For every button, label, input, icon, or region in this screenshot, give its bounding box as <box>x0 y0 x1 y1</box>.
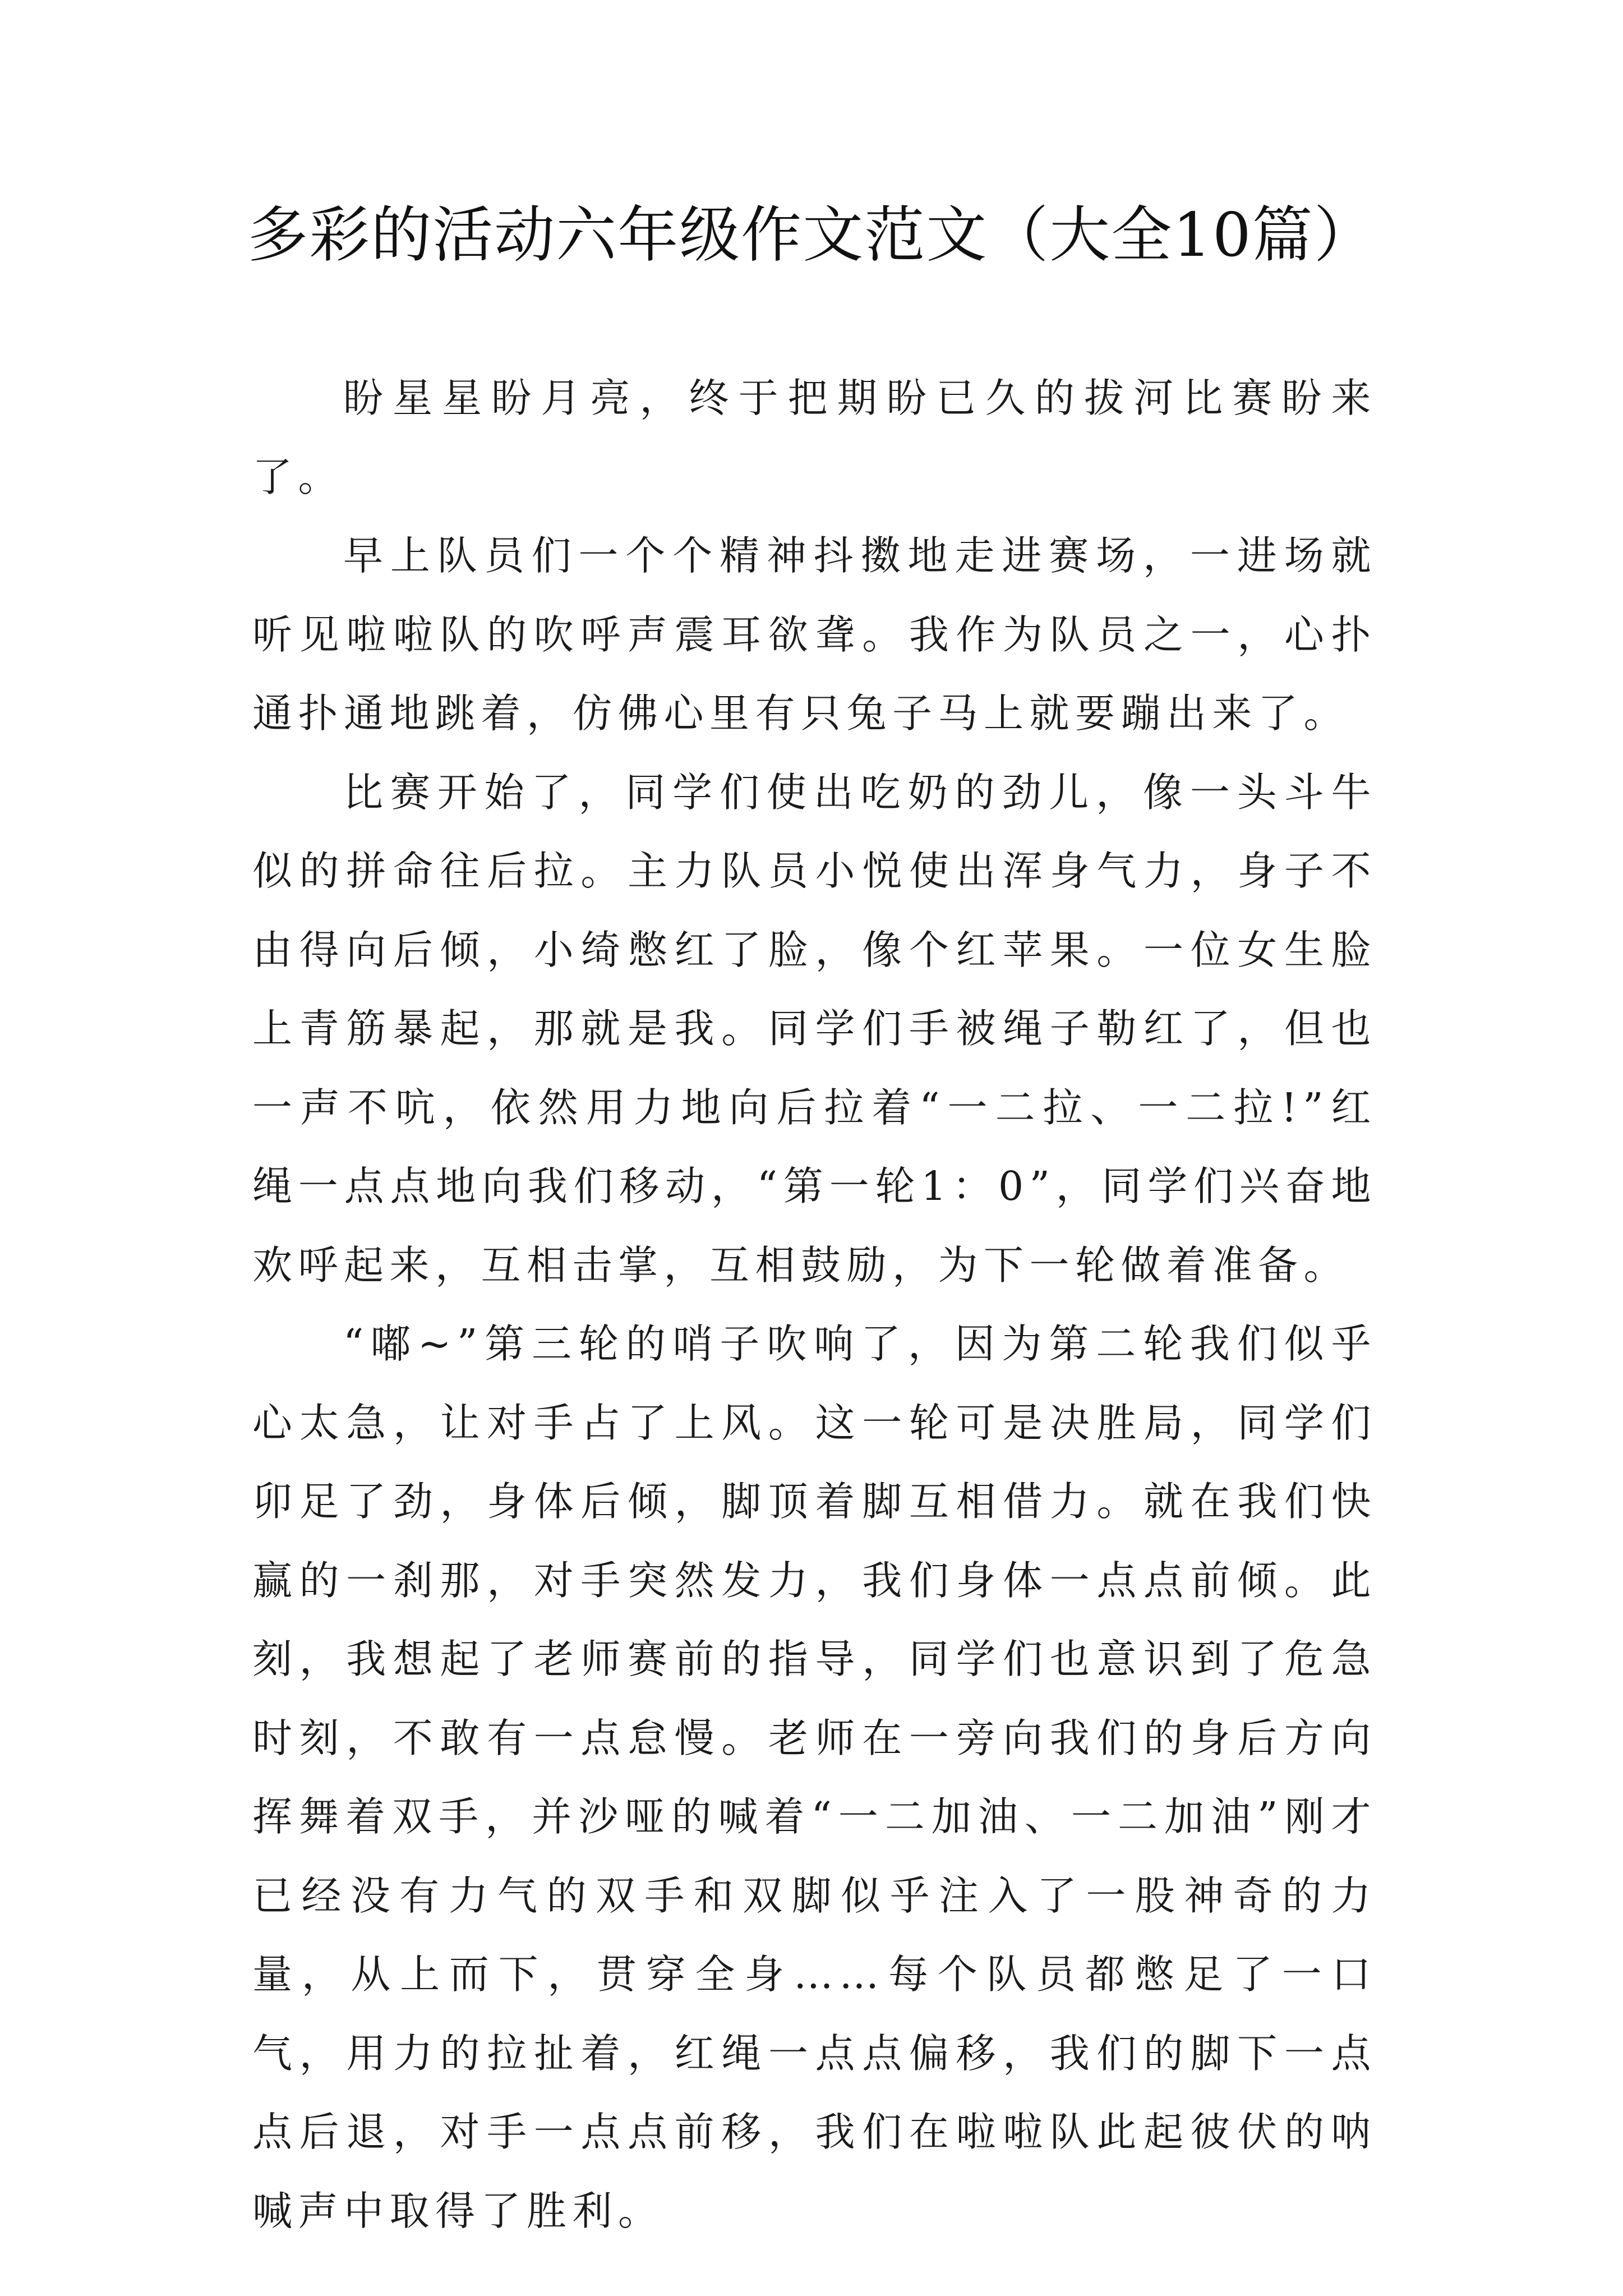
paragraph: “嘟~”第三轮的哨子吹响了，因为第二轮我们似乎心太急，让对手占了上风。这一轮可是决胜局，同学们卯足了劲，身体后倾，脚顶着脚互相借力。就在我们快赢的一刹那，对手突然发力，我们身体一点点前倾。此刻，我想起了老师赛前的指导，同学们也意识到了危急时刻，不敢有一点怠慢。老师在一旁向我们的身后方向挥舞着双手，并沙哑的喊着“一二加油、一二加油”刚才已经没有力气的双手和双脚似乎注入了一股神奇的力量，从上而下，贯穿全身……每个队员都憋足了一口气，用力的拉扯着，红绳一点点偏移，我们的脚下一点点后退，对手一点点前移，我们在啦啦队此起彼伏的呐喊声中取得了胜利。 <box>252 1320 1377 2234</box>
paragraph: 盼星星盼月亮，终于把期盼已久的拔河比赛盼来了。 <box>252 375 1377 500</box>
paragraph: 比赛开始了，同学们使出吃奶的劲儿，像一头斗牛似的拼命往后拉。主力队员小悦使出浑身气力，身子不由得向后倾，小绮憋红了脸，像个红苹果。一位女生脸上青筋暴起，那就是我。同学们手被绳子勒红了，但也一声不吭，依然用力地向后拉着“一二拉、一二拉!”红绳一点点地向我们移动，“第一轮1：0”，同学们兴奋地欢呼起来，互相击掌，互相鼓励，为下一轮做着准备。 <box>252 769 1377 1289</box>
document-body <box>252 359 1377 2251</box>
document-title: 多彩的活动六年级作文范文（大全10篇） <box>247 200 1376 270</box>
paragraph: 早上队员们一个个精神抖擞地走进赛场，一进场就听见啦啦队的吹呼声震耳欲聋。我作为队员之一，心扑通扑通地跳着，仿佛心里有只兔子马上就要蹦出来了。 <box>252 532 1377 737</box>
